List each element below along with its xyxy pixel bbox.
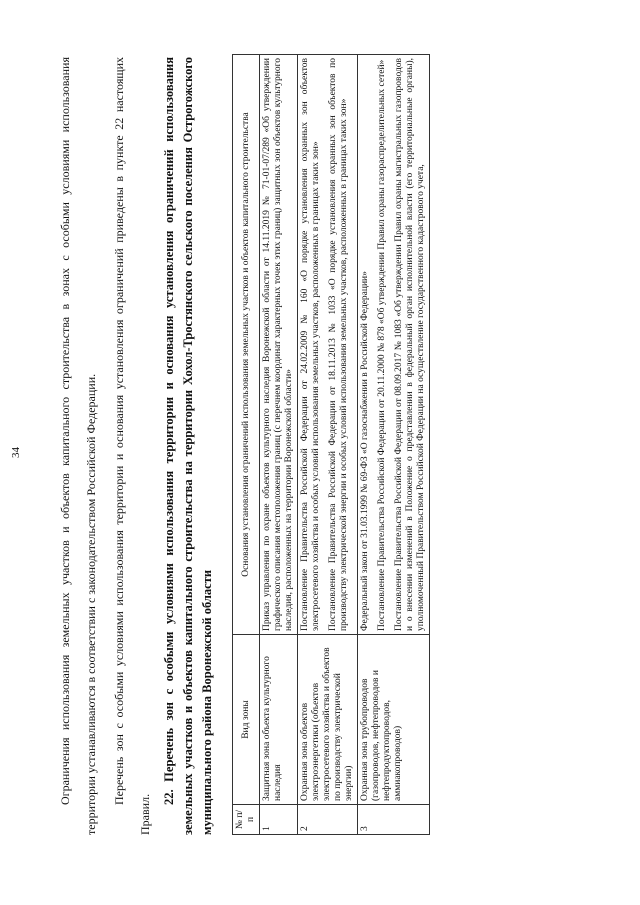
zones-table (232, 54, 430, 835)
table-row (358, 55, 430, 835)
table-row (260, 55, 298, 835)
row-num: 1 (260, 805, 298, 835)
header-num: № п/п (233, 805, 260, 835)
zone-type: Охранная зона объектов электроэнергетики (объектов электросетевого хозяйства и объектов по производству электрической энергии) (298, 635, 358, 805)
basis-item: Федеральный закон от 31.03.1999 № 69-ФЗ «О газоснабжении в Российской Федерации» (360, 271, 370, 631)
basis-item: Постановление Правительства Российской Федерации от 20.11.2000 № 878 «Об утверждении Правил охраны газораспределительных сетей» (377, 59, 387, 631)
section-heading: 22. Перечень зон с особыми условиями использования территории и основания установления ограничений использования земельных участков и объектов капитального строительства на территории Хохол-Тростянского сельского поселения Острогожского муниципального района Воронежской области (162, 57, 214, 835)
header-basis: Основания установления ограничений использования земельных участков и объектов капитального строительства (233, 55, 260, 635)
header-type: Вид зоны (233, 635, 260, 805)
basis-item: Приказ управления по охране объектов культурного наследия Воронежской области от 14.11.2019 № 71-01-07/289 «Об утверждении графического описания местоположения границ (с перечнем координат характерных точек этих границ) защитных зон объектов культурного наследия, расположенных на территории Воронежской области» (262, 58, 294, 631)
zone-type: Защитная зона объекта культурного наследия (260, 635, 298, 805)
basis-item: Постановление Правительства Российской Федерации от 08.09.2017 № 1083 «Об утверждении Правил охраны магистральных газопроводов и о внесении изменений в Положение о представлении в федеральный орган исполнительной власти (его территориальные органы), уполномоченный Правительством Российской Федерации на осуществление государственного кадастрового учета, (394, 58, 426, 631)
basis-item: Постановление Правительства Российской Федерации от 24.02.2009 № 160 «О порядке установления охранных зон объектов электросетевого хозяйства и особых условий использования земельных участков, расположенных в границах таких зон» (300, 58, 321, 631)
table-row (298, 55, 358, 835)
page-number: 34 (10, 447, 22, 458)
row-num: 3 (358, 805, 430, 835)
intro-paragraph-2: Перечень зон с особыми условиями использования территории и основания установления ограничений приведены в пункте 22 настоящих Правил. (112, 57, 152, 835)
row-num: 2 (298, 805, 358, 835)
intro-paragraph-1: Ограничения использования земельных участков и объектов капитального строительства в зонах с особыми условиями использования территории устанавливаются в соответствии с законодательством Российской Федерации. (58, 57, 98, 835)
zone-basis (260, 55, 298, 635)
zone-basis (298, 55, 358, 635)
zone-type: Охранная зона трубопроводов (газопроводов, нефтепроводов и нефтепродуктопроводов, аммиакопроводов) (358, 635, 430, 805)
table-header-row (233, 55, 260, 835)
basis-item: Постановление Правительства Российской Федерации от 18.11.2013 № 1033 «О порядке установления охранных зон объектов по производству электрической энергии и особых условий использования земельных участков, расположенных в границах таких зон» (328, 58, 349, 631)
zone-basis (358, 55, 430, 635)
